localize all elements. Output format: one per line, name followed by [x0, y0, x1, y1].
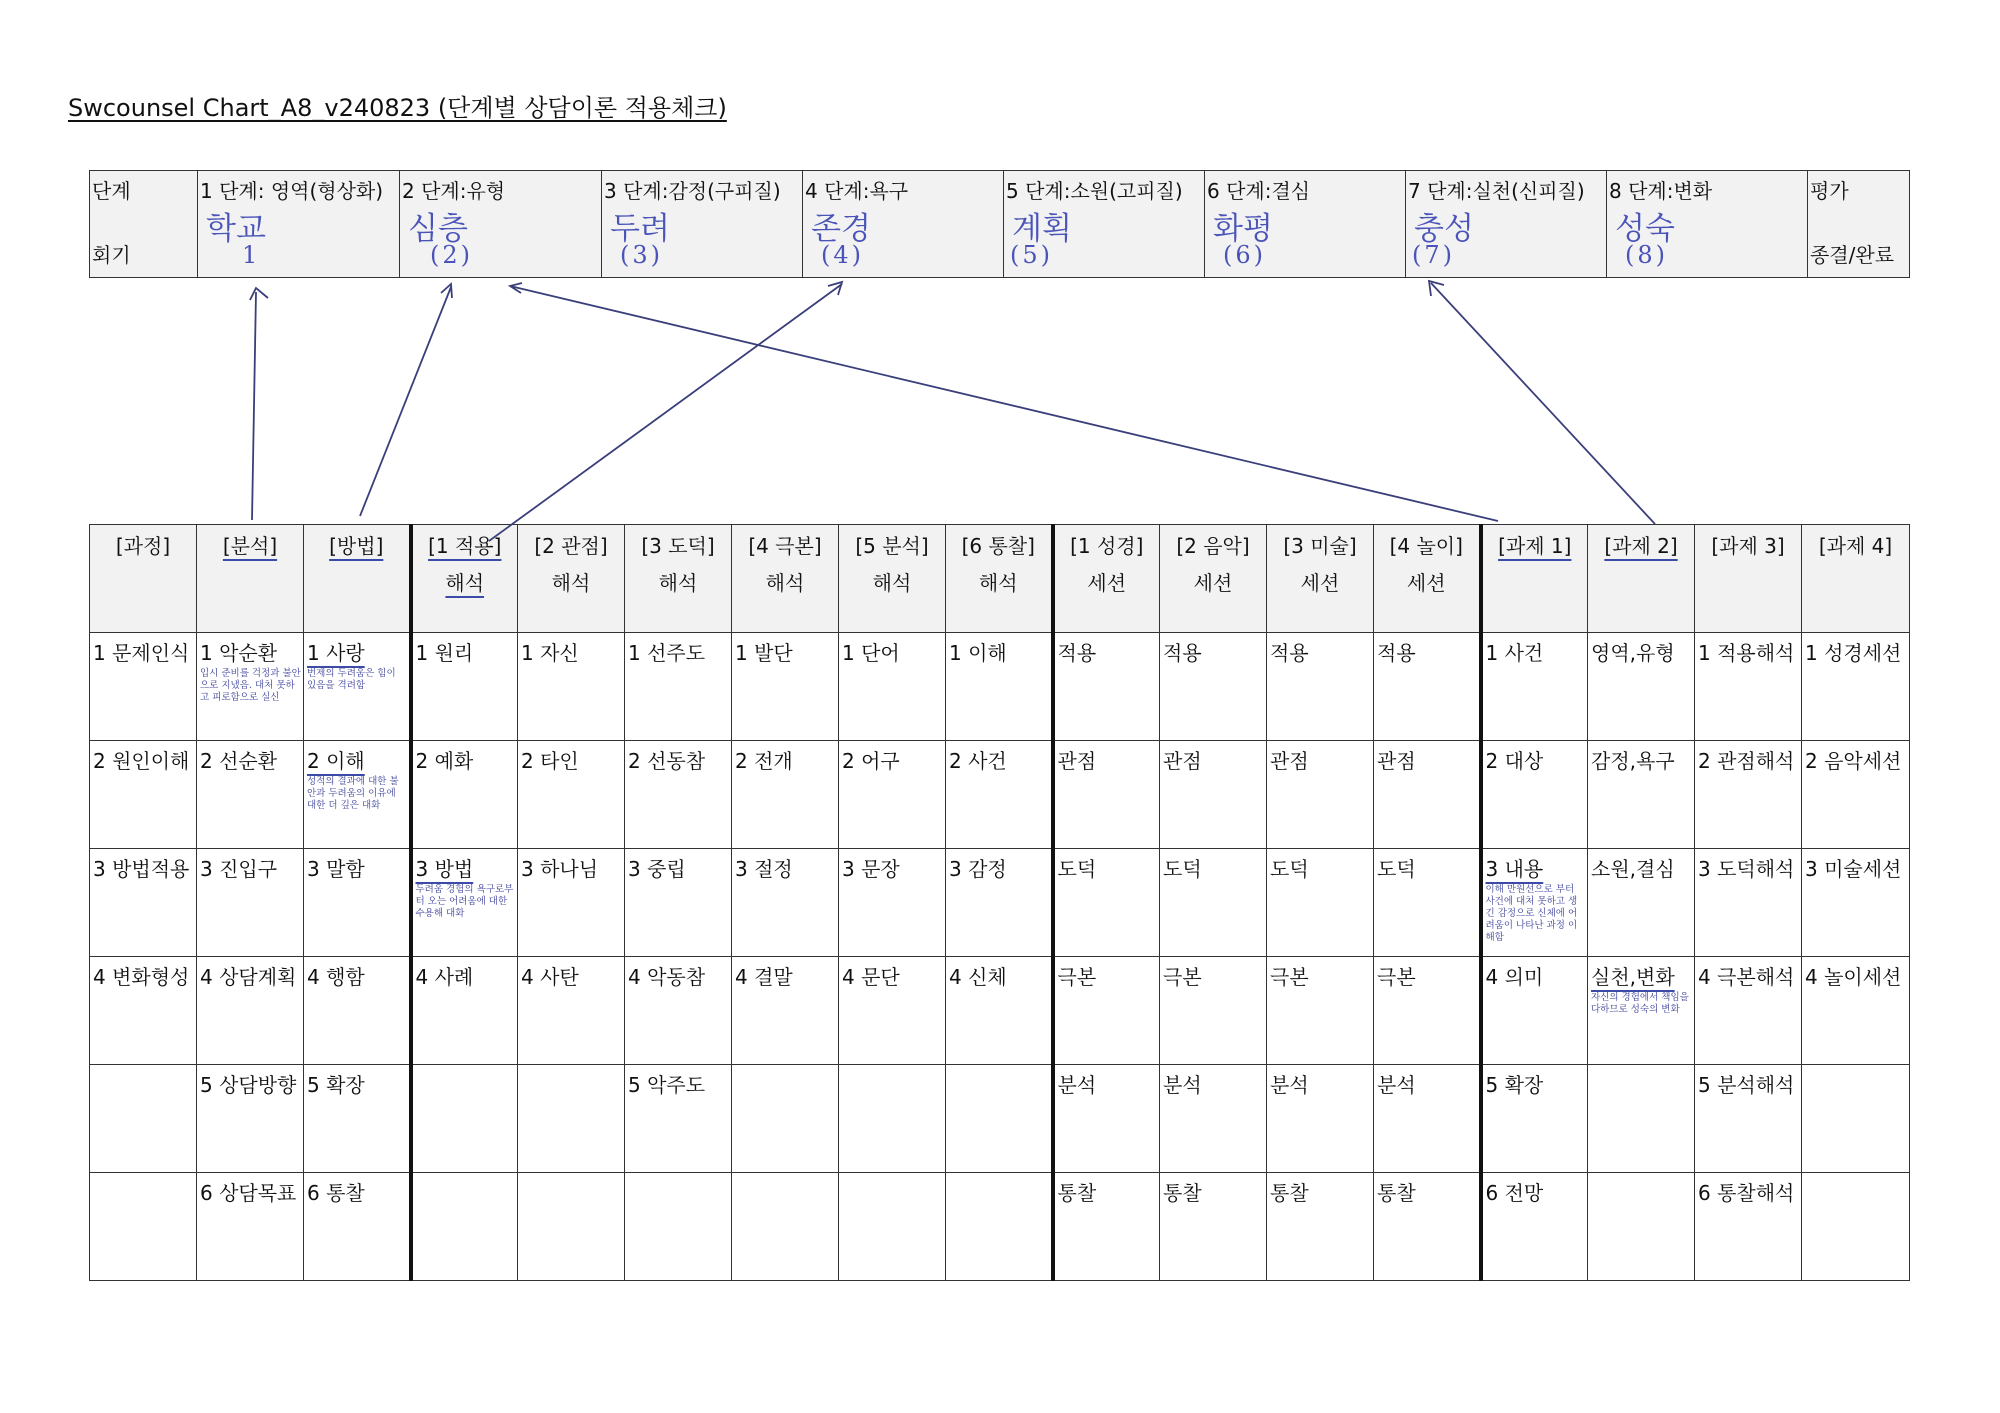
stage-handwritten-word: 존경 — [811, 211, 871, 247]
column-header-subtitle: 해석 — [765, 571, 805, 595]
handwritten-note: 성적의 결과에 대한 불안과 두려움의 이유에 대한 더 깊은 대화 — [307, 776, 399, 811]
cell-text: 5 확장 — [307, 1073, 365, 1097]
cell-text: 4 행함 — [307, 965, 365, 989]
document-title: Swcounsel Chart_A8_v240823 (단계별 상담이론 적용체크) — [68, 94, 727, 122]
cell-text: 3 하나님 — [521, 857, 599, 881]
cell-text: 통찰 — [1377, 1181, 1416, 1205]
cell-text: 실천,변화 — [1591, 965, 1675, 989]
column-header-title: [분석] — [222, 534, 278, 558]
cell-text: 도덕 — [1057, 857, 1097, 881]
stage-handwritten-number: (8) — [1625, 241, 1668, 269]
cell-text: 6 상담목표 — [200, 1181, 297, 1205]
cell-text: 2 선동참 — [628, 749, 706, 773]
stage-handwritten-word: 성숙 — [1615, 211, 1675, 247]
handwritten-note: 번제의 두려움은 힘이 있음을 격려함 — [307, 668, 396, 691]
cell-text: 1 이해 — [949, 641, 1007, 665]
column-header-subtitle: 세션 — [1300, 571, 1340, 595]
cell-text: 분석 — [1270, 1073, 1309, 1097]
column-header-title: [과정] — [115, 534, 171, 558]
stage-handwritten-word: 계획 — [1012, 211, 1072, 247]
cell-text: 도덕 — [1270, 857, 1309, 881]
stage-handwritten-word: 학교 — [206, 211, 266, 247]
arrow-analysis-to-stage1 — [252, 292, 256, 520]
cell-text: 1 단어 — [842, 641, 900, 665]
stage-label: 4 단계:욕구 — [805, 179, 909, 203]
stage-handwritten-number: (2) — [430, 241, 473, 269]
cell-text: 극본 — [1163, 965, 1202, 989]
column-header-title: [6 통찰] — [961, 534, 1035, 558]
cell-text: 5 상담방향 — [200, 1073, 297, 1097]
arrow-method-to-stage2 — [360, 287, 451, 516]
arrowhead-stage1 — [250, 288, 268, 300]
column-header-subtitle: 세션 — [1087, 571, 1127, 595]
session-row-label: 회기 — [92, 243, 131, 267]
stage-handwritten-word: 두려 — [610, 211, 670, 247]
column-header-title: [과제 4] — [1818, 534, 1893, 558]
column-header-subtitle: 해석 — [658, 571, 698, 595]
column-header-title: [4 극본] — [748, 534, 822, 558]
cell-text: 2 이해 — [307, 749, 365, 773]
cell-text: 2 타인 — [521, 749, 579, 773]
cell-text: 3 절정 — [735, 857, 793, 881]
cell-text: 3 말함 — [307, 857, 365, 881]
cell-text: 5 분석해석 — [1698, 1073, 1795, 1097]
cell-text: 2 사건 — [949, 749, 1007, 773]
stage-handwritten-number: (4) — [821, 241, 864, 269]
cell-text: 분석 — [1377, 1073, 1416, 1097]
stage-label: 8 단계:변화 — [1609, 179, 1713, 203]
stage-label: 5 단계:소원(고피질) — [1006, 179, 1183, 203]
cell-text: 2 선순환 — [200, 749, 278, 773]
cell-text: 4 극본해석 — [1698, 965, 1795, 989]
cell-text: 소원,결심 — [1591, 857, 1675, 881]
stage-handwritten-word: 화평 — [1213, 211, 1273, 247]
cell-text: 1 악순환 — [200, 641, 278, 665]
cell-text: 통찰 — [1163, 1181, 1202, 1205]
cell-text: 3 미술세션 — [1805, 857, 1902, 881]
cell-text: 1 자신 — [521, 641, 579, 665]
column-header-title: [4 놀이] — [1389, 534, 1463, 558]
cell-text: 적용 — [1377, 641, 1416, 665]
column-header-title: [과제 3] — [1711, 534, 1785, 558]
cell-text: 극본 — [1057, 965, 1097, 989]
cell-text: 통찰 — [1270, 1181, 1309, 1205]
completion-label: 종결/완료 — [1810, 243, 1895, 267]
cell-text: 도덕 — [1377, 857, 1416, 881]
column-header-title: [3 미술] — [1283, 534, 1357, 558]
cell-text: 관점 — [1057, 749, 1097, 773]
cell-text: 적용 — [1270, 641, 1309, 665]
cell-text: 5 확장 — [1485, 1073, 1544, 1097]
cell-text: 1 사랑 — [307, 641, 365, 665]
cell-text: 3 방법적용 — [93, 857, 190, 881]
cell-text: 2 음악세션 — [1805, 749, 1902, 773]
cell-text: 1 발단 — [735, 641, 793, 665]
column-header-title: [과제 1] — [1498, 534, 1572, 558]
cell-text: 6 통찰 — [307, 1181, 365, 1205]
stage-label: 2 단계:유형 — [402, 179, 506, 203]
handwritten-note: 두려움 경험의 욕구로부터 오는 어려움에 대한 수용해 대화 — [415, 884, 514, 919]
cell-text: 1 선주도 — [628, 641, 706, 665]
column-header-subtitle: 세션 — [1193, 571, 1233, 595]
cell-text: 4 놀이세션 — [1805, 965, 1902, 989]
arrow-task1-to-stage2 — [510, 286, 1498, 521]
handwritten-note: 입시 준비를 걱정과 불안으로 지냈음. 대처 못하고 피로함으로 실신 — [200, 668, 301, 703]
cell-text: 감정,욕구 — [1591, 749, 1675, 773]
cell-text: 5 악주도 — [628, 1073, 706, 1097]
column-header-title: [과제 2] — [1604, 534, 1678, 558]
stage-handwritten-number: (3) — [620, 241, 663, 269]
cell-text: 1 문제인식 — [93, 641, 190, 665]
cell-text: 분석 — [1163, 1073, 1202, 1097]
stage-handwritten-number: 1 — [242, 241, 261, 269]
cell-text: 관점 — [1270, 749, 1309, 773]
stage-handwritten-number: (5) — [1010, 241, 1053, 269]
cell-text: 1 사건 — [1485, 641, 1544, 665]
column-header-title: [3 도덕] — [641, 534, 715, 558]
cell-text: 도덕 — [1163, 857, 1202, 881]
cell-text: 4 상담계획 — [200, 965, 297, 989]
cell-text: 2 어구 — [842, 749, 900, 773]
handwritten-note: 이해 만원선으로 부터 사건에 대처 못하고 생긴 감정으로 신체에 어려움이 나타난 과정 이해함 — [1485, 884, 1578, 943]
cell-text: 4 문단 — [842, 965, 900, 989]
cell-text: 6 통찰해석 — [1698, 1181, 1795, 1205]
cell-text: 분석 — [1057, 1073, 1097, 1097]
cell-text: 적용 — [1163, 641, 1202, 665]
cell-text: 2 대상 — [1485, 749, 1544, 773]
stage-handwritten-word: 충성 — [1414, 211, 1474, 247]
cell-text: 2 전개 — [735, 749, 793, 773]
cell-text: 1 성경세션 — [1805, 641, 1902, 665]
stage-label: 3 단계:감정(구피질) — [604, 179, 781, 203]
cell-text: 적용 — [1057, 641, 1097, 665]
column-header-subtitle: 해석 — [551, 571, 591, 595]
cell-text: 4 악동참 — [628, 965, 706, 989]
cell-text: 통찰 — [1057, 1181, 1097, 1205]
cell-text: 3 중립 — [628, 857, 686, 881]
column-header-subtitle: 세션 — [1406, 571, 1446, 595]
cell-text: 극본 — [1270, 965, 1309, 989]
column-header-title: [2 음악] — [1176, 534, 1250, 558]
column-header-subtitle: 해석 — [445, 571, 485, 595]
cell-text: 1 적용해석 — [1698, 641, 1795, 665]
stage-handwritten-word: 심층 — [408, 211, 468, 247]
cell-text: 3 내용 — [1485, 857, 1544, 881]
column-header-title: [방법] — [329, 534, 384, 558]
evaluation-label: 평가 — [1810, 179, 1849, 203]
stage-label: 6 단계:결심 — [1207, 179, 1311, 203]
cell-text: 3 문장 — [842, 857, 900, 881]
stage-label: 7 단계:실천(신피질) — [1408, 179, 1585, 203]
cell-text: 4 결말 — [735, 965, 793, 989]
cell-text: 4 사탄 — [521, 965, 579, 989]
cell-text: 3 방법 — [415, 857, 474, 881]
cell-text: 관점 — [1163, 749, 1202, 773]
cell-text: 영역,유형 — [1591, 641, 1675, 665]
cell-text: 2 관점해석 — [1698, 749, 1795, 773]
cell-text: 2 예화 — [415, 749, 474, 773]
column-header-title: [1 성경] — [1070, 534, 1144, 558]
cell-text: 관점 — [1377, 749, 1416, 773]
column-header-title: [2 관점] — [534, 534, 608, 558]
cell-text: 4 의미 — [1485, 965, 1544, 989]
cell-text: 4 변화형성 — [93, 965, 190, 989]
cell-text: 3 진입구 — [200, 857, 278, 881]
cell-text: 4 사례 — [415, 965, 474, 989]
cell-text: 2 원인이해 — [93, 749, 190, 773]
arrow-task2-to-stage7 — [1431, 283, 1655, 524]
stage-row-label: 단계 — [92, 179, 131, 203]
column-header-subtitle: 해석 — [872, 571, 912, 595]
cell-text: 6 전망 — [1485, 1181, 1544, 1205]
handwritten-note: 자신의 경험에서 책임을 다하므로 성숙의 변화 — [1591, 992, 1689, 1015]
cell-text: 3 도덕해석 — [1698, 857, 1795, 881]
stage-handwritten-number: (7) — [1412, 241, 1455, 269]
column-header-title: [5 분석] — [855, 534, 929, 558]
cell-text: 극본 — [1377, 965, 1416, 989]
cell-text: 3 감정 — [949, 857, 1007, 881]
cell-text: 1 원리 — [415, 641, 474, 665]
stage-handwritten-number: (6) — [1223, 241, 1266, 269]
cell-text: 4 신체 — [949, 965, 1007, 989]
stage-label: 1 단계: 영역(형상화) — [200, 179, 384, 203]
column-header-subtitle: 해석 — [978, 571, 1018, 595]
column-header-title: [1 적용] — [428, 534, 502, 558]
